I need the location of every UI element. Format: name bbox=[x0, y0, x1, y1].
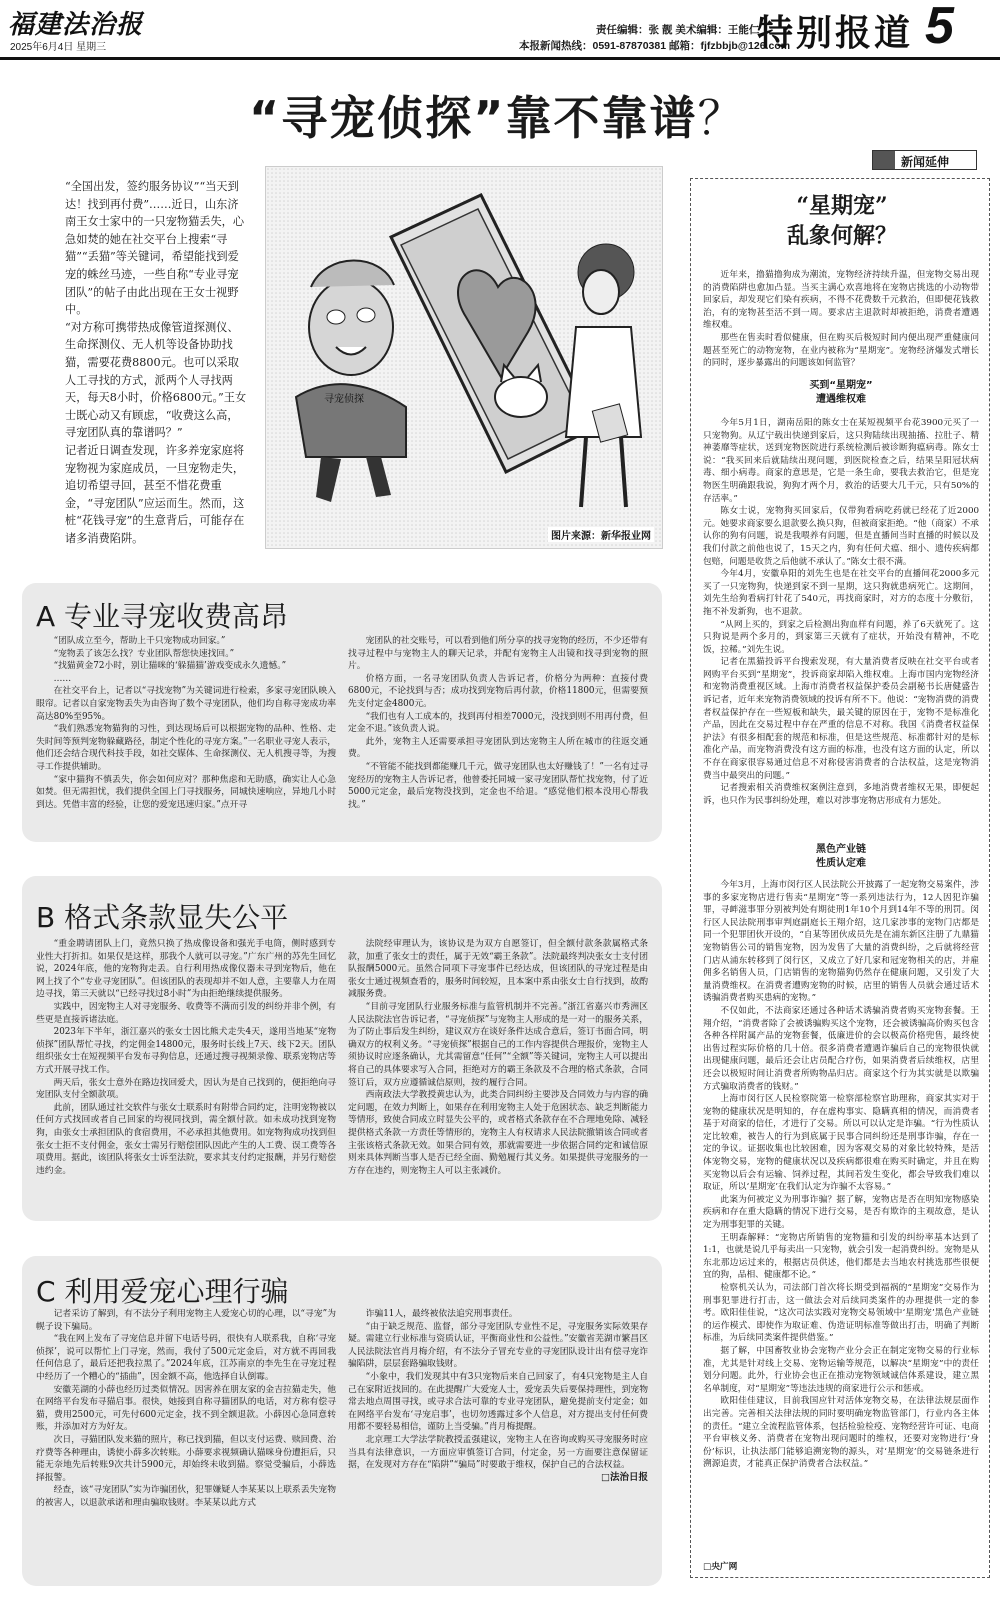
paragraph: 诈骗11人，最终被依法追究刑事责任。 bbox=[365, 1309, 518, 1319]
hand-label: 寻宠侦探 bbox=[324, 394, 364, 405]
paragraph: 近年来，撸猫撸狗成为潮流，宠物经济持续升温，但宠物交易出现的消费陷阱也愈加凸显。当买主满心欢喜地将在宠物店挑选的小动物带回家后，却发现它们染有疾病，不得不花费数千元救治，但即便花钱救治，有的宠物甚至活不到一周。要求店主退款时却被拒绝，消费者遭遇维权难。 bbox=[703, 270, 979, 331]
paragraph: “家中猫狗不慎丢失，你会如何应对？那种焦虑和无助感，确实让人心急如焚。但无需担忧，我们提供全国上门寻找服务，同城快速响应，异地几小时到达。凭借丰富的经验，让您的爱宠迅速归家。”点开寻 bbox=[36, 774, 336, 810]
paragraph: 记者在黑猫投诉平台搜索发现，有大量消费者反映在社交平台或者网购平台买到“星期宠”，投诉商家却陷入维权难。上海市国内宠物经济和宠物消费重视区域。上海市消费者权益保护委员会副秘书长唐健盛告诉记者，近年来宠物消费领域的投诉有所不下。他说：“宠物消费的消费者权益保护存在一些短板和缺失，最关键的原因在于，宠物不是标准化产品，因此在交易过程中存在严重的信息不对称。我国《消费者权益保护法》有很多相配套的规范和标准，但是这些规范、标准都针对的是标准化产品，而宠物消费没有这方面的标准，也没有这方面的认定，所以不存在商家很容易通过信息不对称侵害消费者的合法权益，这是宠物消费当中最突出的问题。” bbox=[703, 657, 979, 781]
news-extension-tag bbox=[872, 150, 977, 170]
section-a-col2 bbox=[348, 635, 648, 835]
section-c-col2 bbox=[348, 1308, 648, 1578]
paragraph: “从网上买的，到家之后检测出狗血样有问题，养了6天就死了。这只狗说是两个多月的，到家第三天就有了症状，开始没有精神，不吃饭，拉稀。”刘先生说。 bbox=[703, 619, 979, 655]
paragraph: 记者采访了解到，有不法分子利用宠物主人爱宠心切的心理，以“寻宠”为幌子设下骗局。 bbox=[36, 1309, 336, 1332]
cartoon-drawing bbox=[266, 167, 663, 549]
section-name: 特别报道 bbox=[757, 13, 914, 54]
paragraph: 上海市闵行区人民检察院第一检察部检察官助理称，商家其实对于宠物的健康状况是明知的，存在虚构事实、隐瞒真相的情况，而消费者基于对商家的信任，才进行了交易。所以可以认定是诈骗。“行为性质认定比较难，被告人的行为到底属于民事合同纠纷还是刑事诈骗，存在一定的争议。证据收集也比较困难，因为客观交易的对象比较特殊，是活体宠物交易，宠物的健康状况以及疾病都很难在购买时确定，并且在购买宠物以后会有运输、饲养过程，其间若发生变化，都会导致我们难以取证，所以‘星期宠’在我们认定为诈骗不太容易。” bbox=[703, 1094, 979, 1193]
paragraph: “由于缺乏规范、监督，部分寻宠团队专业性不足，寻宠服务实际效果存疑。需建立行业标准与资质认证，平衡商业性和公益性。”安徽省芜湖市繁昌区人民法院法官肖月梅介绍，有不法分子冒充专业的寻宠团队设计出有偿寻宠诈骗陷阱，层层套路骗取钱财。 bbox=[348, 1321, 648, 1370]
section-c-col2-text bbox=[348, 1308, 648, 1472]
sidebar-body-2 bbox=[703, 879, 979, 1559]
page-number: 5 bbox=[925, 0, 954, 55]
newspaper-logo: 福建法治报 bbox=[8, 10, 144, 40]
sidebar-body-1 bbox=[703, 417, 979, 822]
paragraph: …… bbox=[53, 673, 72, 684]
section-b-title: B 格式条款显失公平 bbox=[36, 901, 289, 934]
paragraph: 经查，该“寻宠团队”实为诈骗团伙，犯罪嫌疑人李某某以上联系丢失宠物的被害人，以退款承诺和理由骗取钱财。李某某以此方式 bbox=[36, 1485, 336, 1508]
paragraph: 2023年下半年，浙江嘉兴的张女士因比熊犬走失4天，遂用当地某“宠物侦探”团队帮忙寻找，约定佣金14800元，服务时长线上7天、线下2天。团队组织张女士在短视频平台发布寻狗信息，还通过搜寻视频录像、联系宠物店等方式开展寻找工作。 bbox=[36, 1027, 336, 1075]
cartoon-illustration bbox=[265, 166, 663, 549]
paragraph: “团队成立至今，帮助上千只宠物成功回家。” bbox=[53, 636, 226, 646]
page-headline bbox=[249, 82, 745, 148]
tag-marker-icon bbox=[873, 151, 895, 169]
paragraph: “宠物丢了该怎么找？专业团队帮您快速找回。” bbox=[53, 648, 235, 659]
paragraph: “目前寻宠团队行业服务标准与监管机制并不完善。”浙江省嘉兴市秀洲区人民法院法官告诉记者，“寻宠侦探”与宠物主人形成的是一对一的服务关系，为了防止事后发生纠纷，建议双方在谈好条件达成合意后，签订书面合同，明确双方的权利义务。“寻宠侦探”根据自己的工作内容提供合理报价，宠物主人须协议时应逐条确认，尤其需留意“任何”“全额”等关键词，宠物主人可以提出将自己的具体要求写入合同，拒绝对方的霸王条款及不合理的格式条款，合同签订后，双方应遵循诚信原则，按约履行合同。 bbox=[348, 1001, 648, 1088]
tag-label: 新闻延伸 bbox=[901, 155, 950, 169]
subhead-2: 黑色产业链 性质认定难 bbox=[816, 844, 866, 869]
paragraph: 检察机关认为，司法部门首次将长期受到福祸的“星期宠”交易作为刑事犯罪进行打击，这一做法会对后续同类案件的办理提供一定的参考。欧阳佳佳说，“这次司法实践对宠物交易领域中‘星期宠’黑色产业链的运作模式、即使作为取证难、伪造证明标准等做出打击，明确了判断标准，为后续同类案件提供借鉴。” bbox=[703, 1283, 979, 1344]
paragraph: “不管能不能找到都能赚几千元，做寻宠团队也太好赚钱了！”一名有过寻宠经历的宠物主人告诉记者，他曾委托同城一家寻宠团队帮忙找宠物，付了近5000元定金，最后宠物没找到，定金也不给退。“感觉他们根本没用心帮我找。” bbox=[348, 761, 648, 810]
paragraph: 陈女士说，宠物狗买回家后，仅带狗看病吃药就已经花了近2000元。她要求商家要么退款要么换只狗，但被商家拒绝。“他（商家）不承认你的狗有问题，说是我喂养有问题，但是直播间当时直播的时候以及我们付款之前他也说了，15天之内，狗有任何犬瘟、细小、遗传疾病都包赔，问题是收货之后他就不承认了。”陈女士很不满。 bbox=[703, 506, 979, 567]
sidebar-title: “星期宠” 乱象何解？ bbox=[786, 193, 897, 249]
paragraph: 法院经审理认为，该协议是为双方自愿签订，但全额付款条款属格式条款，加重了张女士的责任，属于无效“霸王条款”。法院最终判决张女士支付团队报酬5000元。虽然合同项下寻宠事件已经达成，但该团队的寻宠过程是由张女士通过视频查看的，服务时间较短，且本案中系由张女士自行找到，故酌减服务费。 bbox=[348, 939, 648, 1000]
masthead bbox=[0, 0, 1000, 62]
lead-paragraph: “全国出发，签约服务协议”“当天到达！找到再付费”……近日，山东济南王女士家中的一只宠物猫丢失，心急如焚的她在社交平台上搜索“寻猫”“丢猫”等关键词，希望能找到爱宠的蛛丝马迹，一些自称“专业寻宠团队”的帖子由此出现在王女士视野中。 “对方称可携带热成像管道探测仪、生命探测仪、无人机等设备协助找猫，需要花费8800元。也可以采取人工寻找的方式，派两个人寻找两天，每天8小时，价格6800元。”王女士既心动又有顾虑，“收费这么高，寻宠团队真的靠谱吗？” 记者近日调查发现，许多养宠家庭将宠物视为家庭成员，一旦宠物走失，追切希望寻回，甚至不惜花费重金，“寻宠团队”应运而生。然而，这桩“花钱寻宠”的生意背后，可能存在诸多消费陷阱。 bbox=[65, 180, 247, 545]
sidebar-article bbox=[690, 178, 990, 1578]
paragraph: “我在网上发布了寻宠信息并留下电话号码，很快有人联系我，自称‘寻宠侦探’，说可以帮忙上门寻宠，然而，我付了500元定金后，对方就不再回我任何信息了，最后还把我拉黑了。”2024年底，江苏南京的李先生在寻宠过程中经历了一个糟心的“插曲”，因金额不高，他选择自认倒霉。 bbox=[36, 1334, 336, 1382]
paragraph: 今年4月，安徽阜阳的刘先生也是在社交平台的直播间花2000多元买了一只宠物狗，快递到家不到一星期，这只狗就患病死亡。这期间，刘先生给狗看病打针花了540元，再找商家时，对方的态度十分敷衍，拖不补发新狗，也不退款。 bbox=[703, 569, 979, 617]
paragraph: 两天后，张女士意外在路边找回爱犬，因认为是自己找到的，便拒绝向寻宠团队支付全额款项。 bbox=[36, 1077, 336, 1101]
paragraph: “我们熟悉宠物猫狗的习性，到达现场后可以根据宠物的品种、性格、走失时间等预判宠物躲藏路径，制定个性化的寻宠方案。”一名职业寻宠人表示，他们还会结合现代科技手段，如社交媒体、生命探测仪、无人机搜寻等，为搜寻工作提供辅助。 bbox=[36, 724, 336, 772]
section-c-panel bbox=[22, 1256, 662, 1586]
paragraph: 今年3月，上海市闵行区人民法院公开披露了一起宠物交易案件，涉事的多家宠物店进行售卖“星期宠”等一系列违法行为，12人因犯诈骗罪，寻衅滋事罪分别被判处有期徒刑1年10个月到14年不等的刑罚。闵行区人民法院刑事审判庭副庭长王翔介绍，这几家涉事的宠物门店都是同一个犯罪团伙开设的，“自某等团伙成员先是在浦东新区注册了九鼎猫宠物销售公司的销售宠物，因为发售了大量的消费纠纷，之后就将经营门店从浦东转移到了闵行区，又成立了好几家和冠宠物相关的店，并雇佣多名销售人员，门店销售的宠物猫狗仍然存在健康问题，又引发了大量消费维权。在消费者遭购宠物的时候，店里的销售人员就会通过话术诱骗消费者购买患病的宠物。” bbox=[703, 880, 979, 1004]
section-c-title: C 利用爱宠心理行骗 bbox=[36, 1275, 289, 1308]
paragraph: “重金聘请团队上门，竟然只换了热成像设备和强光手电筒，侧时感到专业性大打折扣。如果仅是这样，那我个人就可以寻宠。”广东广州的苏先生回忆说，2024年底，他的宠物狗走丢。自行利用热成像仪器未寻到宠物后，他在网上找了个“专业寻宠团队”。但该团队的表现却并不如人意，主要靠人力在周边寻找，第三天就以“已经寻找过8小时”为由拒绝继续提供服务。 bbox=[36, 939, 336, 1000]
section-a-panel bbox=[22, 583, 662, 842]
paragraph: 此案为何被定义为刑事诈骗？据了解，宠物店是否在明知宠物感染疾病和存在重大隐瞒的情况下进行交易，是否有欺诈的主观故意，是认定为刑事犯罪的关键。 bbox=[703, 1194, 979, 1231]
paragraph: 欧阳佳佳建议，目前我国应针对活体宠物交易，在法律法规层面作出完善。完善相关法律法规的同时要明确宠物监管部门，行业内各主体的责任。“建立全流程监管体系，包括检验检疫、宠物经营许可证、电商平台审核义务、消费者在宠物出现问题时的维权，还要对宠物进行‘身份’标识，让执法部门能够追溯宠物的源头，对‘星期宠’的交易链条进行溯源追责，才能真正保护消费者合法权益。” bbox=[703, 1396, 979, 1470]
section-a-col1 bbox=[36, 635, 336, 835]
paragraph: “找猫黄金72小时，别让猫咪的‘躲猫猫’游戏变成永久遗憾。” bbox=[53, 661, 287, 672]
paragraph: 此前，团队通过社交软件与张女士联系时有附带合同约定，注明宠物被以任何方式找回或者自己回家的均视同找到，需全额付款。如未成功找到宠物狗，由张女士承担团队的食宿费用，不必承担其他费用。如宠物狗成功找到但张女士拒不支付佣金，张女士需另行赔偿团队因此产生的人工费、误工费等各项费用。据此，该团队将张女士诉至法院，要求其支付约定报酬，并另行赔偿违约金。 bbox=[36, 1102, 336, 1176]
paragraph: 今年5月1日，湖南岳阳的陈女士在某短视频平台花3900元买了一只宠物狗。从辽宁载出快递到家后，这只狗陆续出现抽搐、拉肚子、精神萎靡等症状，送到宠物医院进行系统检测后被诊断狗瘟病毒。陈女士说：“我买回来后就陆续出现问题，到医院检查之后，结果呈阳冠状病毒、细小病毒。商家的意思是，它是一条生命，要我去救治它，但是宠物医生明确跟我说，狗狗才两个月，救治的话要大几千元，只有50%的存活率。” bbox=[703, 418, 979, 504]
image-credit: 图片来源：新华报业网 bbox=[548, 527, 654, 542]
paragraph: 价格方面，一名寻宠团队负责人告诉记者，价格分为两种：直接付费6800元，不论找到与否；成功找到宠物后再付款，价格11800元，但需要预先支付定金4800元。 bbox=[348, 673, 648, 709]
headline-question-mark: ？ bbox=[697, 91, 746, 145]
section-a-title: A 专业寻宠收费高昂 bbox=[36, 600, 289, 633]
paragraph: 记者搜索相关消费维权案例注意到，多地消费者维权无果，即便起诉，也只作为民事纠纷处理，难以对涉事宠物店形成有力惩处。 bbox=[703, 783, 979, 806]
paragraph: “我们也有人工成本的，找到再付相差7000元，没找到则不用再付费，但定金不退。”该负责人说。 bbox=[348, 711, 648, 735]
issue-date: 2025年6月4日 星期三 bbox=[10, 42, 107, 53]
headline-text: “寻宠侦探”靠不靠谱 bbox=[249, 91, 698, 145]
section-c-col1 bbox=[36, 1308, 336, 1578]
paragraph: 据了解，中国畜牧业协会宠物产业分会正在制定宠物交易的行业标准，尤其是针对线上交易、宠物运输等规范，以解决“星期宠”中的责任划分问题。此外，行业协会也正在推动宠物领域诚信体系建设，建立黑名单制度，对“星期宠”等违法违规的商家进行公示和惩戒。 bbox=[703, 1345, 979, 1394]
section-b-panel bbox=[22, 876, 662, 1221]
paragraph: “小象中，我们发现其中有3只宠物后来自己回家了，有4只宠物是主人自己在家附近找回的。在此提醒广大爱宠人士，爱宠丢失后要保持理性，到宠物常去地点周围寻找，或寻求合法可靠的专业寻宠团队，避免提前支付定金；如在网络平台发布‘寻宠启事’，也切勿透露过多个人信息，对方提出支付任何费用都不要轻易相信，谨防上当受骗。”肖月梅提醒。 bbox=[348, 1371, 648, 1433]
masthead-rule bbox=[0, 57, 1000, 60]
subhead-1: 买到“星期宠” 遭遇维权难 bbox=[809, 380, 873, 405]
paragraph: 次日，寻猫团队发来猫的照片，称已找到猫，但以支付运费、赎回费、治疗费等各种理由，诱使小薛多次转账。小薛要求视频确认猫咪身份遭拒后，只能无奈地先后转账9次共计5900元，却始终未收到猫。察觉受骗后，小薛选择报警。 bbox=[36, 1434, 336, 1483]
paragraph: 西南政法大学教授黄忠认为，此类合同纠纷主要涉及合同效力与内容的确定问题，在效力判断上，如果存在利用宠物主人处于危困状态、缺乏判断能力等情形，致使合同成立时显失公平的，或者格式条款存在不合理地免除、减轻提供格式条款一方责任等情形的，宠物主人有权请求人民法院撤销该合同或者主张该格式条款无效。如果合同有效，那就需要进一步依据合同约定和诚信原则来具体判断当事人是否已经全面、勤勉履行其义务。如果提供寻宠服务的一方存在违约，则宠物主人可以主张减价。 bbox=[348, 1090, 648, 1176]
hotline-info: 本报新闻热线：0591-87870381 邮箱：fjfzbbjb@126.com bbox=[519, 40, 791, 52]
paragraph: 王明森解释：“宠物店所销售的宠物猫和引发的纠纷率基本达到了1:1，也就是说几乎每卖出一只宠物，就会引发一起消费纠纷。宠物是从东北那边运过来的，根据店员供述，他们都是去当地农村挑选那些很便宜的狗，品相、健康都不论。” bbox=[703, 1232, 979, 1281]
section-c-source: □法治日报 bbox=[601, 1471, 648, 1483]
section-b-col2 bbox=[348, 938, 648, 1213]
paragraph: 宠团队的社交账号，可以看到他们所分享的找寻宠物的经历，不少还带有找寻过程中与宠物主人的聊天记录，并配有宠物主人出镜和找寻到宠物的照片。 bbox=[348, 636, 648, 672]
paragraph: 在社交平台上，记者以“寻找宠物”为关键词进行检索，多家寻宠团队映入眼帘。记者以自家宠物丢失为由咨询了数个寻宠团队，他们均自称寻宠成功率高达80%至95%。 bbox=[36, 686, 336, 722]
paragraph: 不仅如此，不法商家还通过各种话术诱骗消费者购买宠物套餐。王翔介绍，“消费者除了会被诱骗购买这个宠物，还会被诱骗高价购买包含各种各样附属产品的宠物套餐，低廉进价的会以极高价格兜售，最终使出售过程实际价格的几十倍。很多消费者遭遇诈骗后自己的宠物很快就出现健康问题，最后还会让店员配合疗伤，如果消费者后续维权，店里还会以极短时间让消费者所购物品归店。商家这个行为其实就是以欺骗方式骗取消费者的钱财。” bbox=[703, 1005, 979, 1092]
paragraph: 北京理工大学法学院教授孟强建议，宠物主人在咨询或购买寻宠服务时应当具有法律意识，一方面应审慎签订合同，付定金，另一方面要注意保留证据，在发现对方存在“陷阱”“骗局”时要敢于维权，保护自己的合法权益。 bbox=[348, 1434, 648, 1471]
paragraph: 安徽芜湖的小薛也经历过类似情况。因害养在朋友家的金吉拉猫走失，他在网络平台发布寻猫启事。很快，她接到自称寻猫团队的电话，对方称有偿寻猫，费用2500元，可先付600元定金，找不到全额退款。小薛因心急同意转账，并添加对方为好友。 bbox=[36, 1384, 336, 1433]
editors-credit: 责任编辑：张 靓 美术编辑：王能仁 bbox=[596, 24, 760, 36]
sidebar-source: □央广网 bbox=[703, 1562, 738, 1572]
paragraph: 实践中，因宠物主人对寻宠服务、收费等不满而引发的纠纷并非个例，有些更是直接诉诸法庭。 bbox=[36, 1001, 336, 1025]
section-b-col1 bbox=[36, 938, 336, 1213]
paragraph: 此外，宠物主人还需要承担寻宠团队到达宠物主人所在城市的往返交通费。 bbox=[348, 736, 648, 760]
paragraph: 那些在售卖时看似健康，但在购买后极短时间内便出现严重健康问题甚至死亡的动物宠物，在业内被称为“星期宠”。宠物经济爆发式增长的同时，逐步暴露出的问题该如何监管？ bbox=[703, 332, 979, 369]
